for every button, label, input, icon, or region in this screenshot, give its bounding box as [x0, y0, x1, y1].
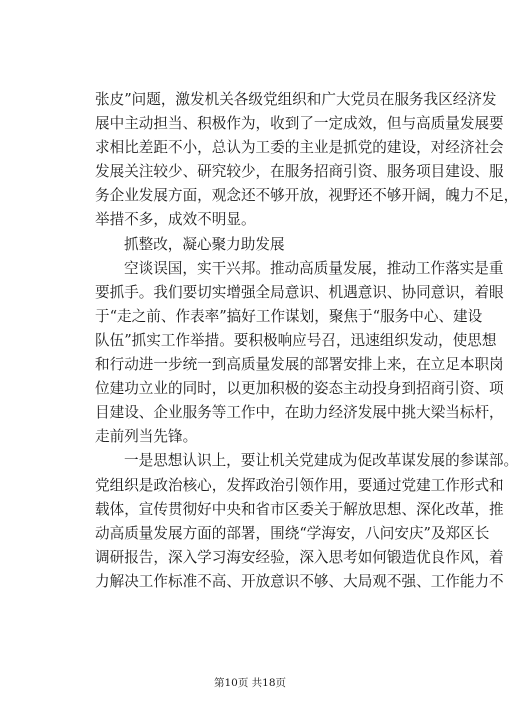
text-line: 位建功立业的同时，以更加积极的姿态主动投身到招商引资、项: [95, 380, 504, 398]
text-line: 动高质量发展方面的部署，围绕“学海安，八问安庆”及郑区长: [95, 524, 490, 542]
text-line: 队伍”抓实工作举措。要积极响应号召，迅速组织发动，使思想: [95, 331, 497, 349]
text-line: 载体，宣传贯彻好中央和省市区委关于解放思想、深化改革，推: [95, 500, 504, 518]
page-number-footer: 第10页 共18页: [213, 677, 287, 689]
text-line: 党组织是政治核心，发挥政治引领作用，要通过党建工作形式和: [95, 476, 504, 494]
section-heading: 抓整改，凝心聚力助发展: [124, 235, 285, 253]
text-line: 于“走之前、作表率”搞好工作谋划，聚焦于“服务中心、建设: [95, 307, 483, 325]
text-line: 要抓手。我们要切实增强全局意识、机遇意识、协同意识，着眼: [95, 283, 504, 301]
text-line: 和行动进一步统一到高质量发展的部署安排上来，在立足本职岗: [95, 356, 504, 374]
text-line: 求相比差距不小，总认为工委的主业是抓党的建设，对经济社会: [95, 139, 504, 157]
text-line: 走前列当先锋。: [95, 428, 198, 446]
text-line: 空谈误国，实干兴邦。推动高质量发展，推动工作落实是重: [124, 259, 504, 277]
text-line: 一是思想认识上，要让机关党建成为促改革谋发展的参谋部。: [124, 452, 518, 470]
text-line: 调研报告，深入学习海安经验，深入思考如何锻造优良作风，着: [95, 548, 504, 566]
text-line: 力解决工作标准不高、开放意识不够、大局观不强、工作能力不: [95, 572, 504, 590]
body-text: [95, 88, 518, 594]
text-line: 展中主动担当、积极作为，收到了一定成效，但与高质量发展要: [95, 115, 504, 133]
text-line: 务企业发展方面，观念还不够开放，视野还不够开阔，魄力不足，: [95, 187, 518, 205]
text-line: 举措不多，成效不明显。: [95, 211, 256, 229]
text-line: 发展关注较少、研究较少，在服务招商引资、服务项目建设、服: [95, 163, 504, 181]
text-line: 张皮”问题，激发机关各级党组织和广大党员在服务我区经济发: [95, 91, 497, 108]
text-line: 目建设、企业服务等工作中，在助力经济发展中挑大梁当标杆，: [95, 404, 504, 422]
